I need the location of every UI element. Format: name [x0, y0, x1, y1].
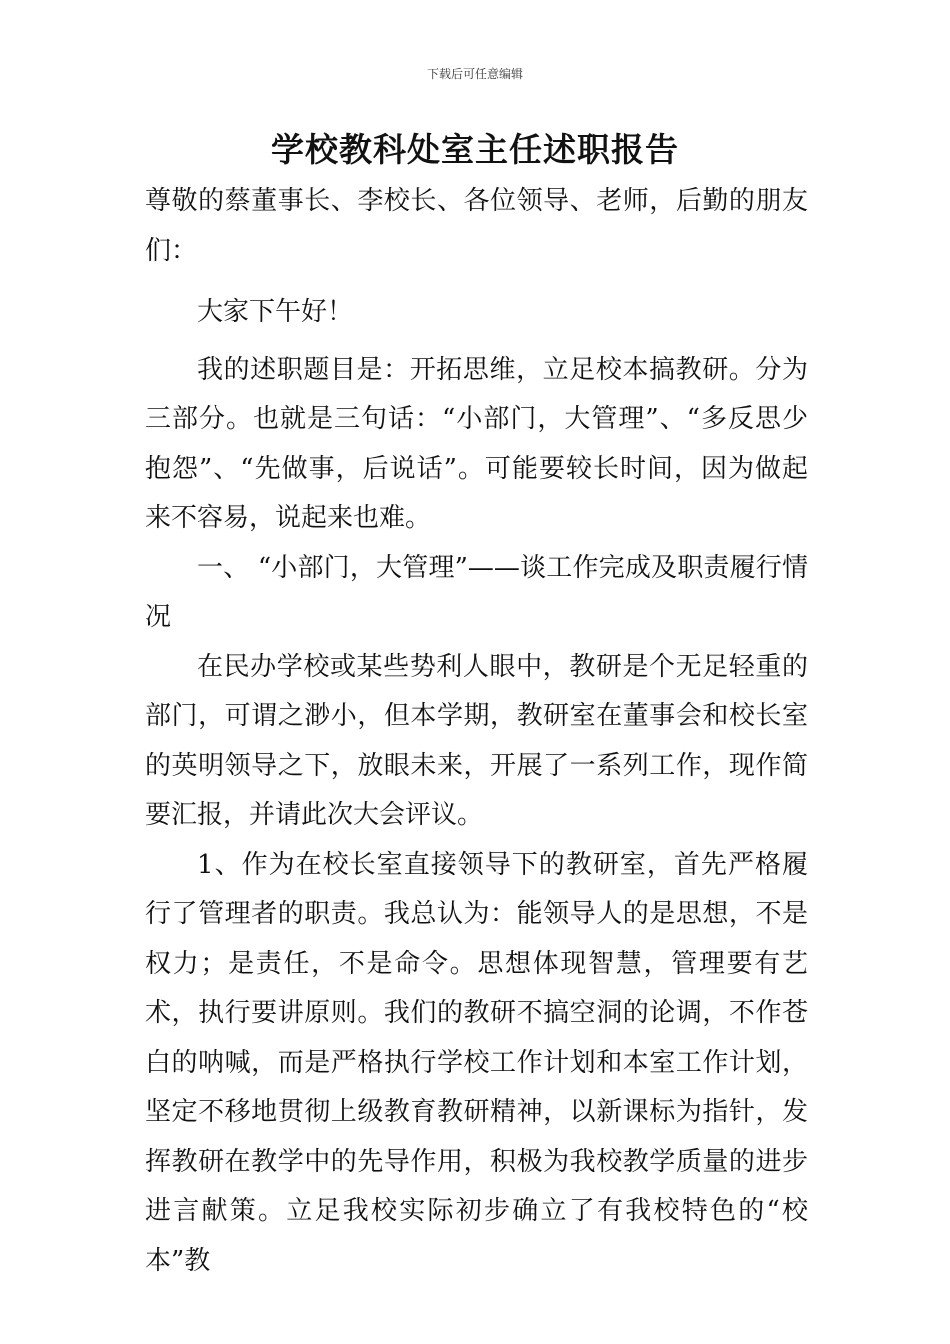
- body-paragraph: 1、作为在校长室直接领导下的教研室，首先严格履行了管理者的职责。我总认为：能领导人的是思想，不是权力；是责任，不是命令。思想体现智慧，管理要有艺术，执行要讲原则。我们的教研不搞空洞的论调，不作苍白的呐喊，而是严格执行学校工作计划和本室工作计划，坚定不移地贯彻上级教育教研精神，以新课标为指针，发挥教研在教学中的先导作用，积极为我校教学质量的进步进言献策。立足我校实际初步确立了有我校特色的“校本”教: [145, 849, 808, 1276]
- body-paragraph: 在民办学校或某些势利人眼中，教研是个无足轻重的部门，可谓之渺小，但本学期，教研室在董事会和校长室的英明领导之下，放眼未来，开展了一系列工作，现作简要汇报，并请此次大会评议。: [145, 651, 808, 830]
- document-title: 学校教科处室主任述职报告: [271, 130, 679, 169]
- greeting-paragraph: 大家下午好！: [197, 297, 354, 327]
- salutation-paragraph: 尊敬的蔡董事长、李校长、各位领导、老师，后勤的朋友们：: [145, 186, 808, 266]
- header-note: 下载后可任意编辑: [426, 67, 523, 81]
- section-heading: 一、 “小部门，大管理”——谈工作完成及职责履行情况: [145, 552, 808, 632]
- document-body: [145, 177, 808, 1286]
- body-paragraph: 我的述职题目是：开拓思维，立足校本搞教研。分为三部分。也就是三句话：“小部门，大管理”、“多反思少抱怨”、“先做事，后说话”。可能要较长时间，因为做起来不容易，说起来也难。: [145, 354, 808, 533]
